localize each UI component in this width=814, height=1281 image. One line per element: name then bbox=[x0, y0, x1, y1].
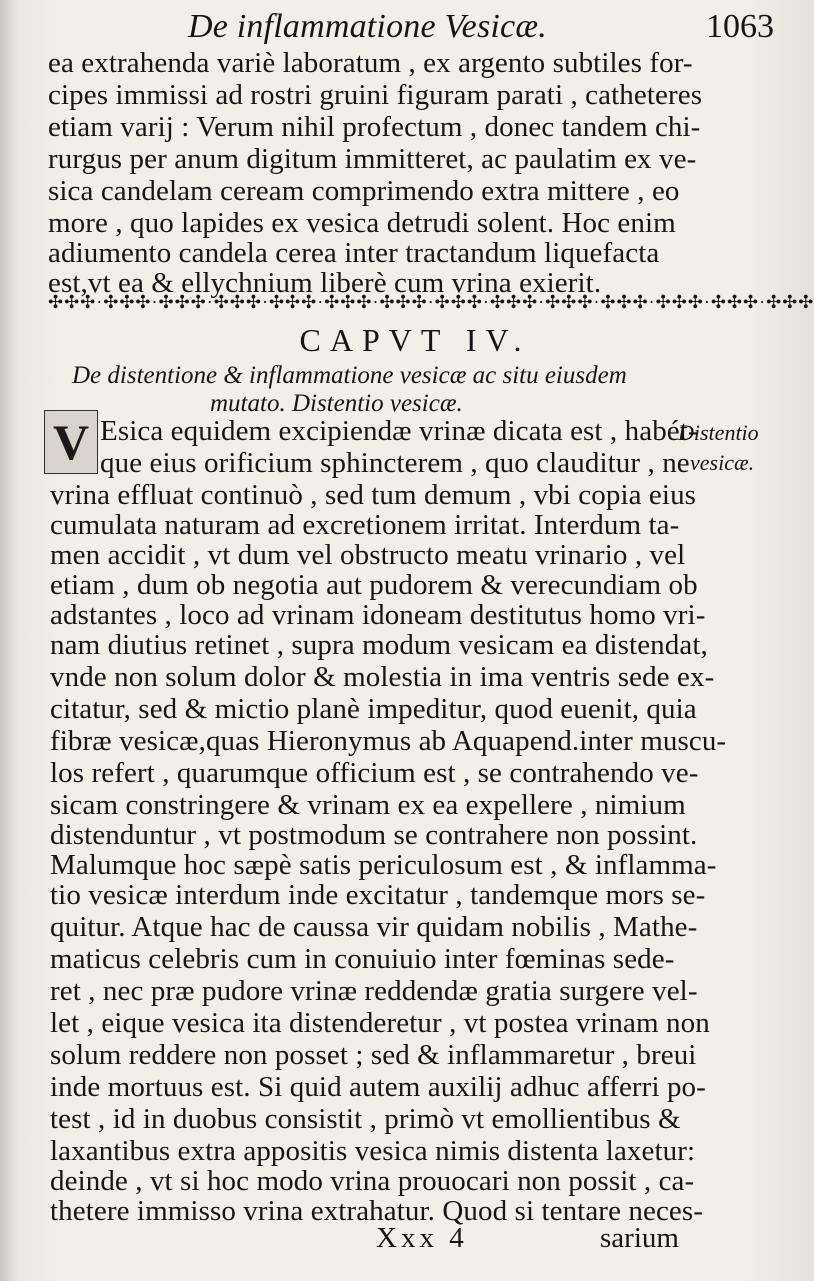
text-line: men accidit , vt dum vel obstructo meatu vrinario , vel bbox=[50, 539, 686, 571]
text-line: laxantibus extra appositis vesica nimis distenta laxetur: bbox=[50, 1135, 696, 1167]
text-line: tio vesicæ interdum inde excitatur , tandemque mors se- bbox=[50, 879, 706, 911]
text-line: etiam varij : Verum nihil profectum , donec tandem chi- bbox=[48, 111, 701, 143]
text-line: est,vt ea & ellychnium liberè cum vrina exierit. bbox=[48, 267, 602, 299]
text-line: sicam constringere & vrinam ex ea expellere , nimium bbox=[50, 789, 686, 821]
text-line: fibræ vesicæ,quas Hieronymus ab Aquapend.inter muscu- bbox=[50, 725, 727, 757]
text-line: citatur, sed & mictio planè impeditur, quod euenit, quia bbox=[50, 693, 697, 725]
chapter-subtitle-line1: De distentione & inflammatione vesicæ ac situ eiusdem bbox=[72, 362, 627, 389]
text-line: test , id in duobus consistit , primò vt emollientibus & bbox=[50, 1103, 681, 1135]
chapter-heading: CAPVT IV. bbox=[299, 322, 531, 358]
text-line: adiumento candela cerea inter tractandum liquefacta bbox=[48, 237, 660, 269]
text-line: que eius orificium sphincterem , quo clauditur , ne bbox=[100, 447, 690, 479]
text-line: cumulata naturam ad excretionem irritat. Interdum ta- bbox=[50, 509, 680, 541]
text-line: maticus celebris cum in conuiuio inter fœminas sede- bbox=[50, 943, 675, 975]
text-line: quitur. Atque hac de caussa vir quidam nobilis , Mathe- bbox=[50, 911, 698, 943]
text-line: sica candelam ceream comprimendo extra mittere , eo bbox=[48, 175, 680, 207]
margin-note-line1: Distentio bbox=[678, 420, 759, 445]
text-line: deinde , vt si hoc modo vrina prouocari non possit , ca- bbox=[50, 1165, 695, 1197]
signature-mark: Xxx 4 bbox=[376, 1222, 468, 1254]
text-line: Esica equidem excipiendæ vrinæ dicata est , habét- bbox=[100, 415, 698, 447]
text-line: more , quo lapides ex vesica detrudi solent. Hoc enim bbox=[48, 207, 676, 239]
ornamental-divider: ✣✣✣·✣✣✣·✣✣✣·✣✣✣·✣✣✣·✣✣✣·✣✣✣·✣✣✣·✣✣✣·✣✣✣·✣✣✣·✣✣✣·✣✣✣·✣✣✣ bbox=[48, 292, 814, 312]
decorated-initial: V bbox=[44, 410, 98, 474]
text-line: Malumque hoc sæpè satis periculosum est , & inflamma- bbox=[50, 849, 717, 881]
text-line: nam diutius retinet , supra modum vesicam ea distendat, bbox=[50, 629, 708, 661]
text-line: rurgus per anum digitum immitteret, ac paulatim ex ve- bbox=[48, 143, 697, 175]
text-line: distenduntur , vt postmodum se contrahere non possint. bbox=[50, 819, 698, 851]
text-line: los refert , quarumque officium est , se contrahendo ve- bbox=[50, 757, 699, 789]
catchword: sarium bbox=[600, 1222, 679, 1254]
text-line: adstantes , loco ad vrinam idoneam destitutus homo vri- bbox=[50, 599, 706, 631]
text-line: solum reddere non posset ; sed & inflammaretur , breui bbox=[50, 1039, 697, 1071]
text-line: ret , nec præ pudore vrinæ reddendæ gratia surgere vel- bbox=[50, 975, 698, 1007]
text-line: thetere immisso vrina extrahatur. Quod si tentare neces- bbox=[50, 1195, 704, 1227]
text-line: vrina effluat continuò , sed tum demum , vbi copia eius bbox=[50, 479, 697, 511]
chapter-subtitle-line2: mutato. Distentio vesicæ. bbox=[210, 390, 463, 417]
text-line: etiam , dum ob negotia aut pudorem & verecundiam ob bbox=[50, 569, 698, 601]
running-title: De inflammatione Vesicæ. bbox=[188, 8, 547, 45]
text-line: cipes immissi ad rostri gruini figuram parati , catheteres bbox=[48, 79, 703, 111]
text-line: let , eique vesica ita distenderetur , vt postea vrinam non bbox=[50, 1007, 710, 1039]
text-line: vnde non solum dolor & molestia in ima ventris sede ex- bbox=[50, 661, 715, 693]
margin-note-line2: vesicæ. bbox=[690, 450, 755, 475]
page-number: 1063 bbox=[706, 8, 774, 45]
text-line: inde mortuus est. Si quid autem auxilij adhuc afferri po- bbox=[50, 1071, 706, 1103]
text-line: ea extrahenda variè laboratum , ex argento subtiles for- bbox=[48, 47, 693, 79]
